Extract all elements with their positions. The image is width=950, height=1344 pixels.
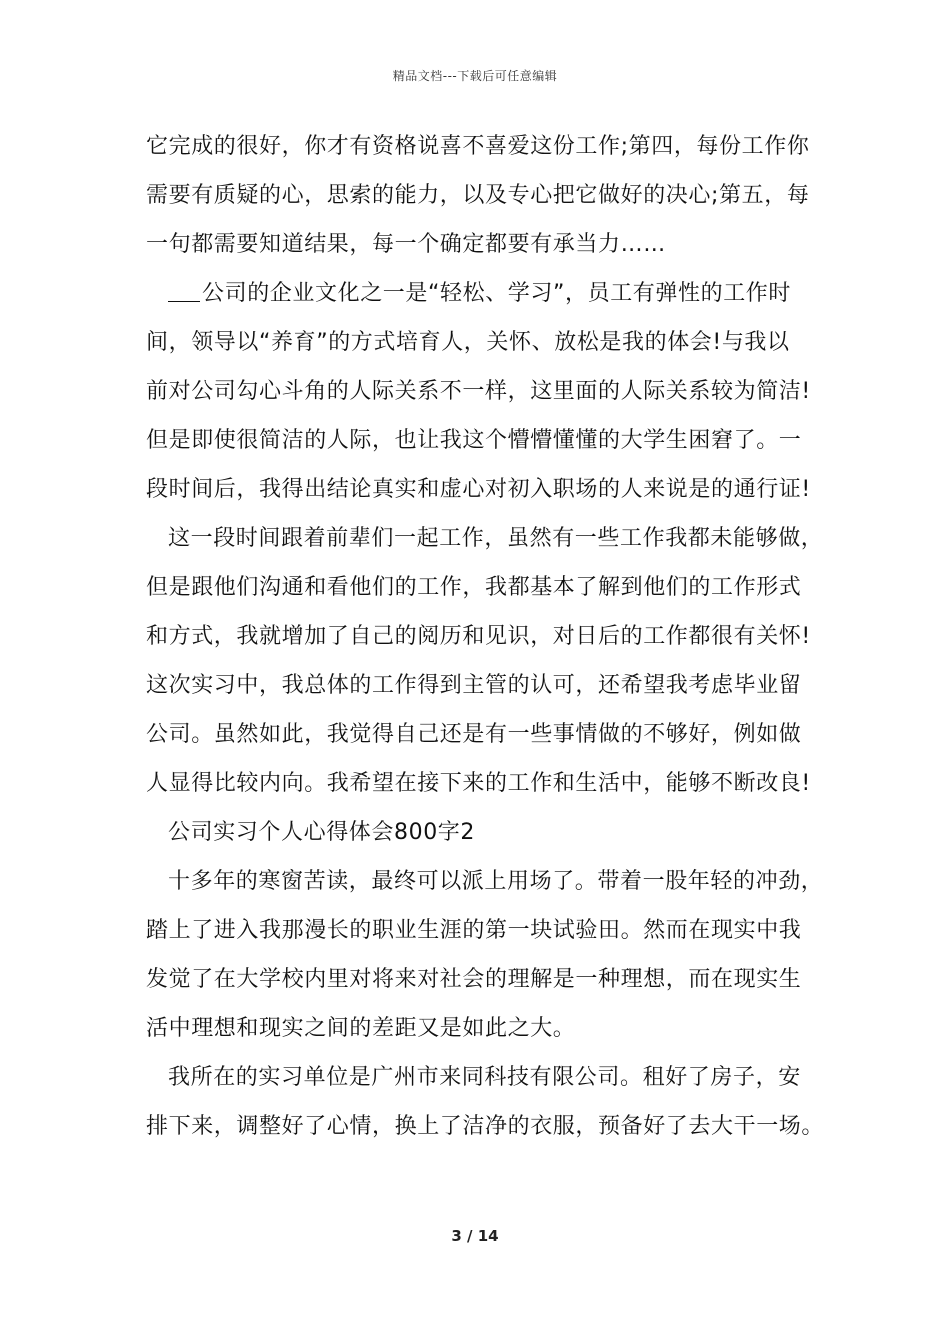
text-line: 段时间后，我得出结论真实和虚心对初入职场的人来说是的通行证! xyxy=(146,477,811,502)
text-line: 十多年的寒窗苦读，最终可以派上用场了。带着一股年轻的冲劲， xyxy=(168,869,824,894)
text-line: 我所在的实习单位是广州市来同科技有限公司。租好了房子，安 xyxy=(168,1065,801,1090)
section-heading: 公司实习个人心得体会800字2 xyxy=(168,820,475,845)
text-line: 间，领导以“养育”的方式培育人，关怀、放松是我的体会!与我以 xyxy=(146,330,790,355)
page-header: 精品文档---下载后可任意编辑 xyxy=(392,69,558,83)
text-line: 踏上了进入我那漫长的职业生涯的第一块试验田。然而在现实中我 xyxy=(146,918,802,943)
text-line: 但是跟他们沟通和看他们的工作，我都基本了解到他们的工作形式 xyxy=(146,575,802,600)
text-line: 公司。虽然如此，我觉得自己还是有一些事情做的不够好，例如做 xyxy=(146,722,802,747)
blank-underline xyxy=(168,275,200,302)
document-body xyxy=(146,128,825,1157)
paragraph-start-line xyxy=(146,275,814,324)
text-line: 一句都需要知道结果，每一个确定都要有承当力…… xyxy=(146,232,666,257)
page-number: 3 / 14 xyxy=(451,1227,499,1245)
text-line: 公司的企业文化之一是“轻松、学习”，员工有弹性的工作时 xyxy=(202,281,791,306)
text-line: 排下来，调整好了心情，换上了洁净的衣服，预备好了去大干一场。 xyxy=(146,1114,825,1139)
text-line: 它完成的很好，你才有资格说喜不喜爱这份工作;第四，每份工作你 xyxy=(146,134,810,159)
text-line: 活中理想和现实之间的差距又是如此之大。 xyxy=(146,1016,576,1041)
text-line: 人显得比较内向。我希望在接下来的工作和生活中，能够不断改良! xyxy=(146,771,811,796)
text-line: 这一段时间跟着前辈们一起工作，虽然有一些工作我都未能够做， xyxy=(168,526,824,551)
text-line: 这次实习中，我总体的工作得到主管的认可，还希望我考虑毕业留 xyxy=(146,673,802,698)
text-line: 但是即使很简洁的人际，也让我这个懵懵懂懂的大学生困窘了。一 xyxy=(146,428,802,453)
text-line: 和方式，我就增加了自己的阅历和见识，对日后的工作都很有关怀! xyxy=(146,624,811,649)
text-line: 发觉了在大学校内里对将来对社会的理解是一种理想，而在现实生 xyxy=(146,967,802,992)
text-line: 需要有质疑的心，思索的能力，以及专心把它做好的决心;第五，每 xyxy=(146,183,810,208)
text-line: 前对公司勾心斗角的人际关系不一样，这里面的人际关系较为简洁! xyxy=(146,379,811,404)
